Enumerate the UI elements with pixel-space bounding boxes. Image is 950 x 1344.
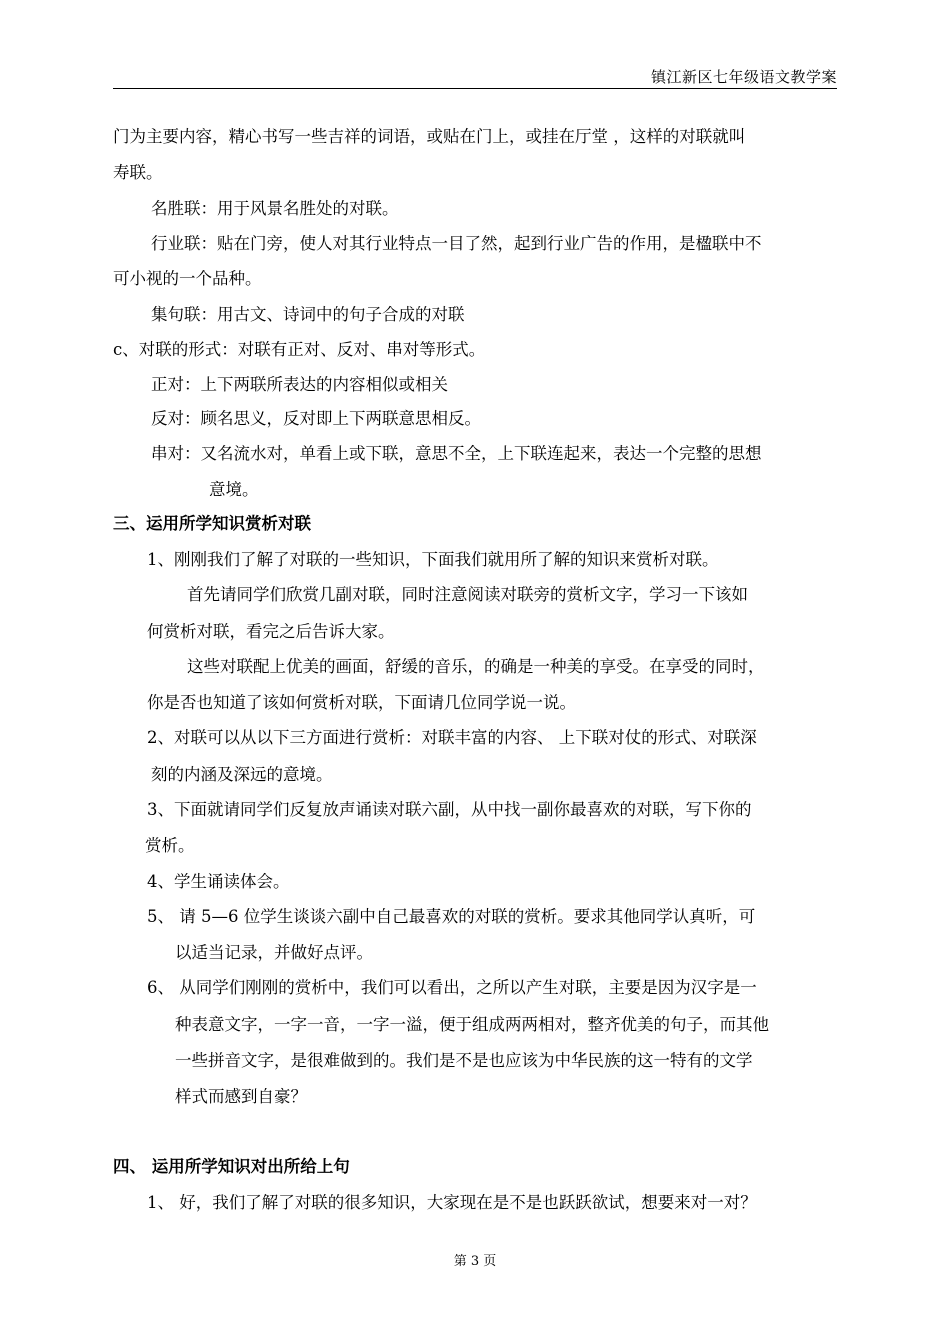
paragraph-line: 首先请同学们欣赏几副对联，同时注意阅读对联旁的赏析文字，学习一下该如 xyxy=(187,585,748,604)
paragraph-line: 这些对联配上优美的画面，舒缓的音乐，的确是一种美的享受。在享受的同时， xyxy=(187,657,765,676)
paragraph-line: 可小视的一个品种。 xyxy=(113,269,262,288)
paragraph-line: 5、 请 5—6 位学生谈谈六副中自己最喜欢的对联的赏析。要求其他同学认真听，可 xyxy=(147,907,756,926)
paragraph-line: 正对：上下两联所表达的内容相似或相关 xyxy=(151,375,448,394)
paragraph-line: 何赏析对联，看完之后告诉大家。 xyxy=(147,622,395,641)
paragraph-line: 2、对联可以从以下三方面进行赏析：对联丰富的内容、 上下联对仗的形式、对联深 xyxy=(147,728,757,747)
paragraph-line: 种表意文字，一字一音，一字一溢，便于组成两两相对，整齐优美的句子，而其他 xyxy=(175,1015,769,1034)
paragraph-line: 意境。 xyxy=(209,480,259,499)
paragraph-line: 1、 好，我们了解了对联的很多知识，大家现在是不是也跃跃欲试，想要来对一对？ xyxy=(147,1193,757,1212)
paragraph-line: 门为主要内容，精心书写一些吉祥的词语，或贴在门上，或挂在厅堂 ，这样的对联就叫 xyxy=(113,127,746,146)
paragraph-line: 刻的内涵及深远的意境。 xyxy=(151,765,333,784)
paragraph-line: 一些拼音文字，是很难做到的。我们是不是也应该为中华民族的这一特有的文学 xyxy=(175,1051,753,1070)
section-heading-3: 三、运用所学知识赏析对联 xyxy=(113,514,311,533)
page-number: 第 3 页 xyxy=(453,1254,497,1269)
paragraph-line: 3、下面就请同学们反复放声诵读对联六副，从中找一副你最喜欢的对联，写下你的 xyxy=(147,800,752,819)
header-divider xyxy=(113,88,837,89)
paragraph-line: 名胜联：用于风景名胜处的对联。 xyxy=(151,199,399,218)
paragraph-line: 赏析。 xyxy=(145,836,195,855)
paragraph-line: 串对：又名流水对，单看上或下联，意思不全，上下联连起来，表达一个完整的思想 xyxy=(151,444,762,463)
paragraph-line: 以适当记录，并做好点评。 xyxy=(175,943,373,962)
paragraph-line: 寿联。 xyxy=(113,163,163,182)
paragraph-line: 6、 从同学们刚刚的赏析中，我们可以看出，之所以产生对联，主要是因为汉字是一 xyxy=(147,978,757,997)
paragraph-line: c、对联的形式：对联有正对、反对、串对等形式。 xyxy=(113,340,486,359)
section-heading-4: 四、 运用所学知识对出所给上句 xyxy=(113,1157,350,1176)
paragraph-line: 1、刚刚我们了解了对联的一些知识，下面我们就用所了解的知识来赏析对联。 xyxy=(147,550,719,569)
paragraph-line: 集句联：用古文、诗词中的句子合成的对联 xyxy=(151,305,465,324)
paragraph-line: 反对：顾名思义，反对即上下两联意思相反。 xyxy=(151,409,481,428)
page-header-title: 镇江新区七年级语文教学案 xyxy=(650,68,837,86)
paragraph-line: 行业联：贴在门旁，使人对其行业特点一目了然，起到行业广告的作用，是楹联中不 xyxy=(151,234,762,253)
paragraph-line: 你是否也知道了该如何赏析对联，下面请几位同学说一说。 xyxy=(147,693,576,712)
paragraph-line: 样式而感到自豪？ xyxy=(175,1087,307,1106)
paragraph-line: 4、学生诵读体会。 xyxy=(147,872,290,891)
